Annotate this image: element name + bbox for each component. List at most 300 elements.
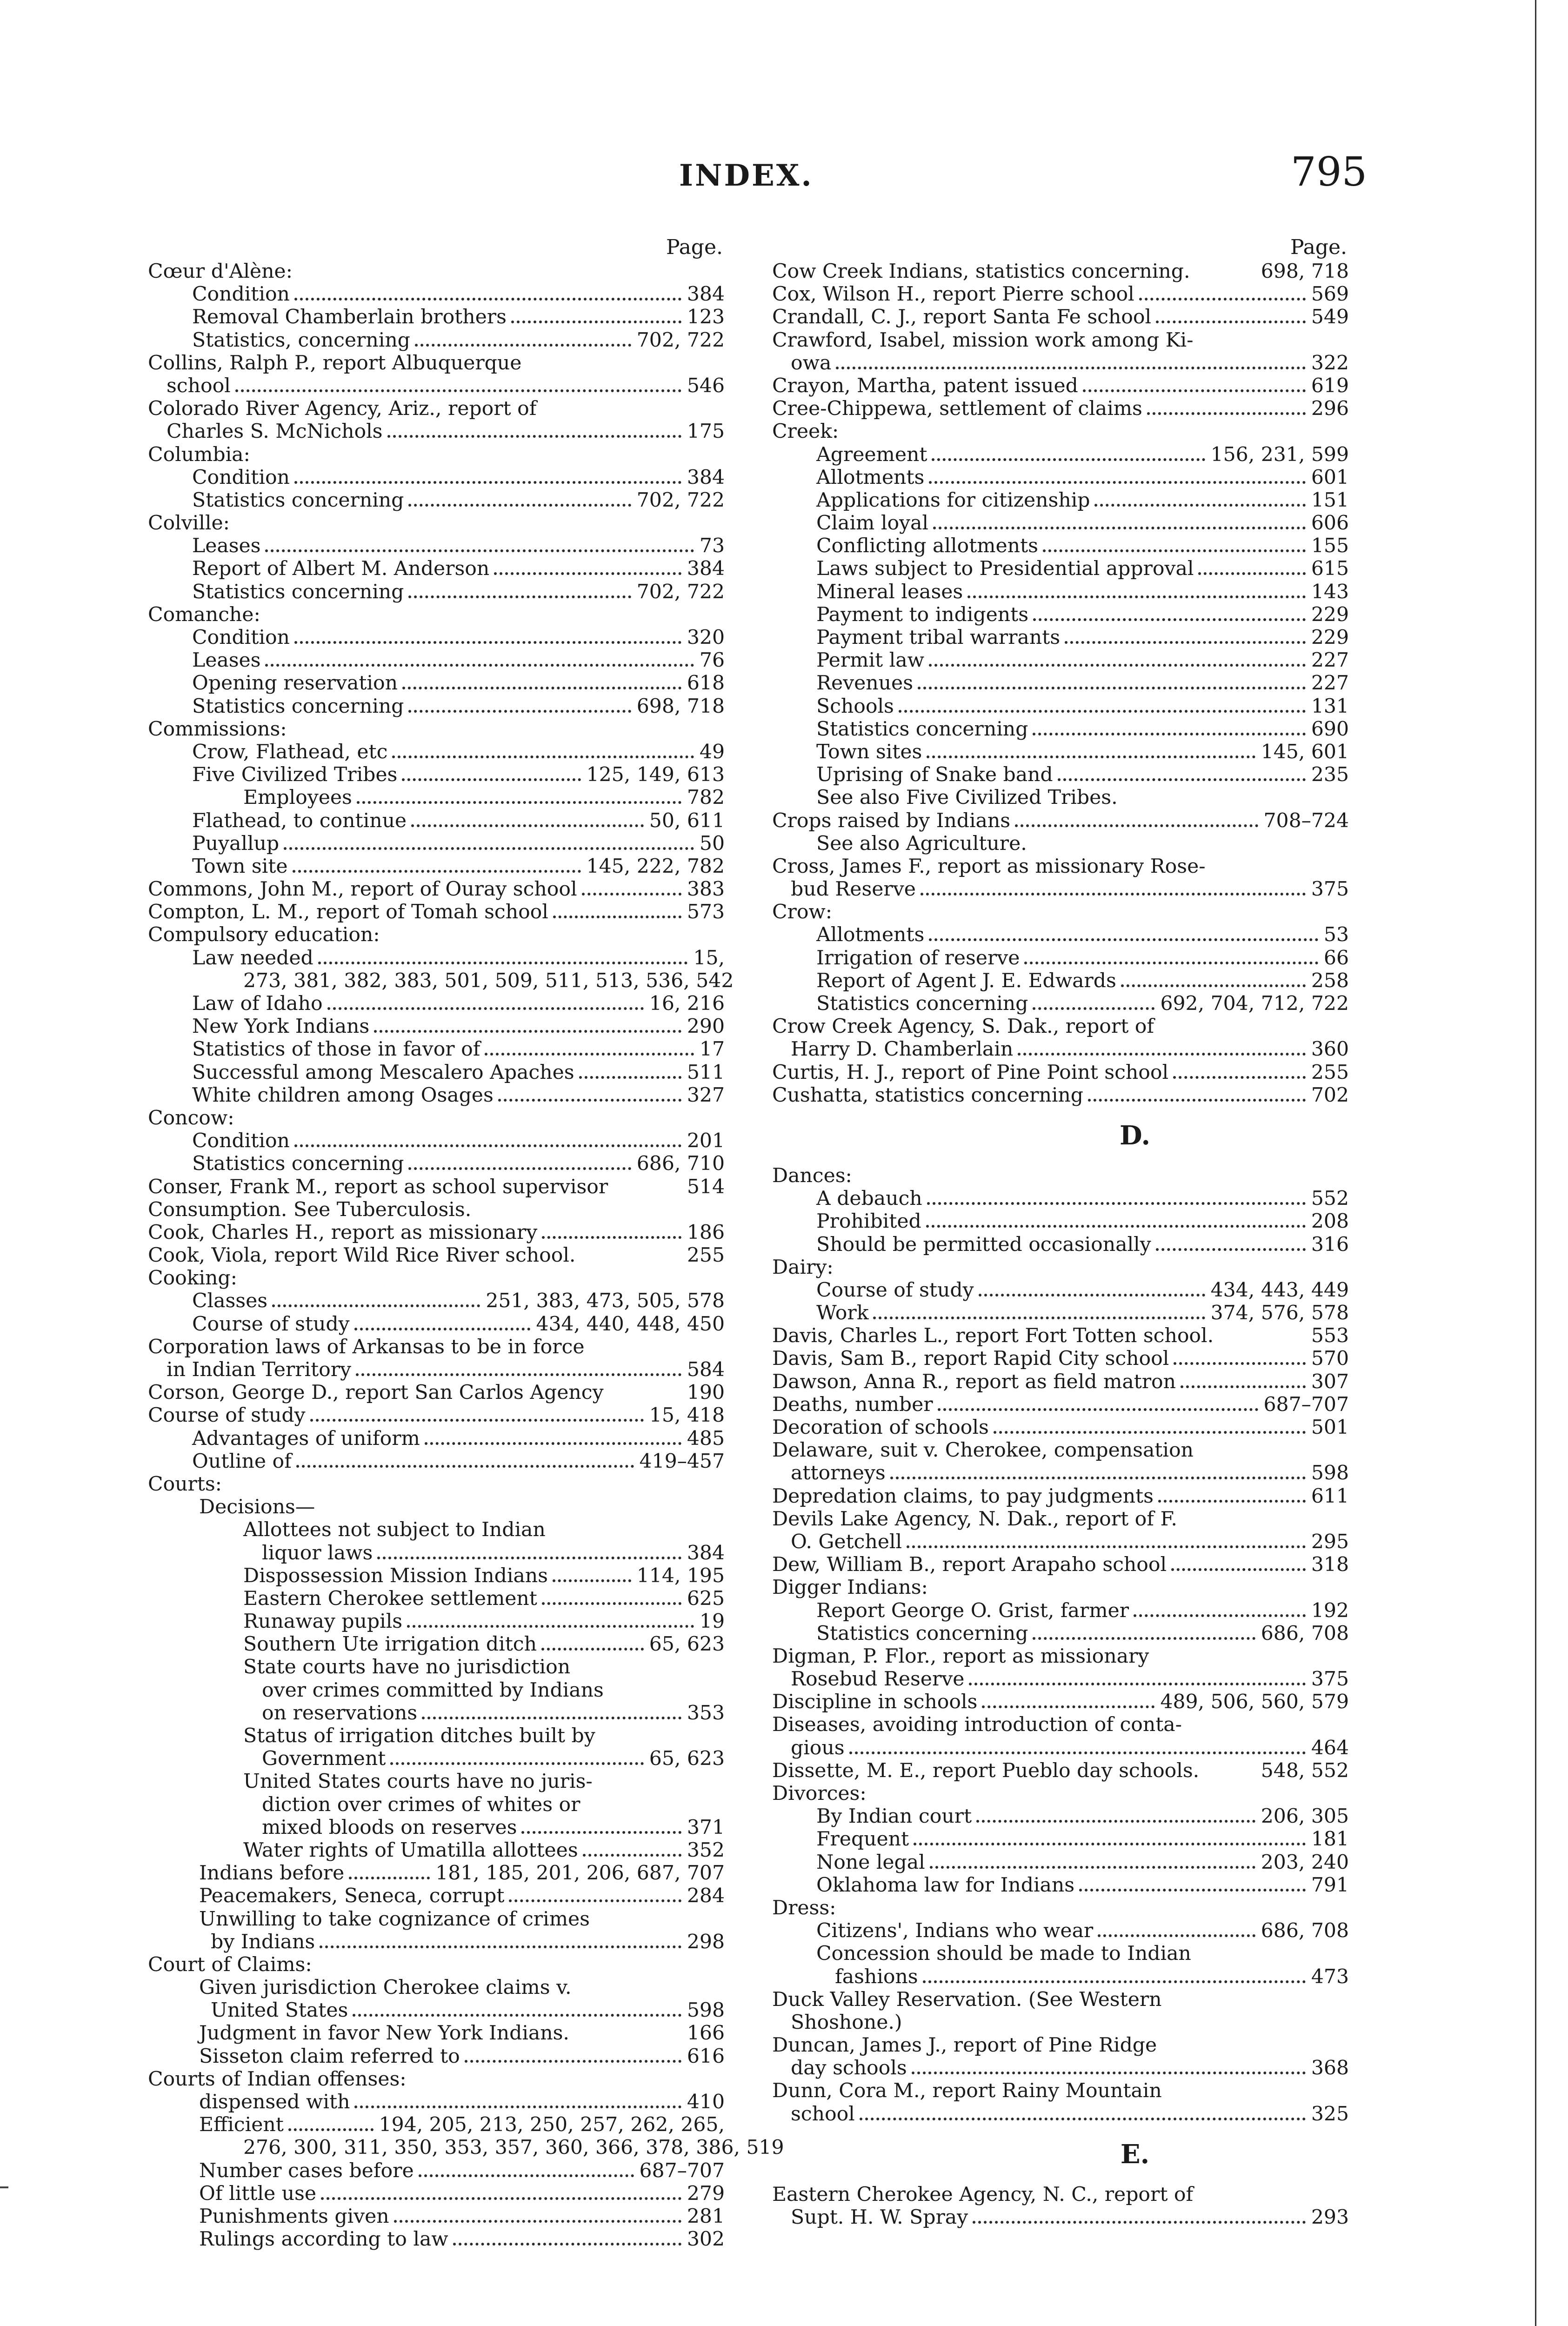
entry-text: Statistics of those in favor of (192, 1038, 480, 1061)
index-entry (148, 1496, 725, 1518)
entry-page-ref: 384 (687, 557, 725, 581)
entry-text: Commons, John M., report of Ouray school (148, 878, 577, 901)
index-entry (772, 626, 1349, 649)
dot-leader (1033, 618, 1306, 621)
index-entry (772, 1393, 1349, 1416)
index-entry (772, 420, 1349, 443)
index-entry (148, 2228, 725, 2251)
section-letter: E. (1120, 2139, 1150, 2170)
entry-text: Sisseton claim referred to (199, 2045, 460, 2068)
entry-text: 273, 381, 382, 383, 501, 509, 511, 513, 536, 542 (243, 969, 734, 992)
index-entry (148, 741, 725, 763)
index-entry (772, 397, 1349, 420)
entry-text: school (167, 374, 231, 397)
entry-page-ref: 295 (1311, 1530, 1349, 1553)
entry-text: Town sites (816, 740, 922, 763)
entry-text: Unwilling to take cognizance of crimes (199, 1907, 590, 1931)
index-entry (148, 718, 725, 741)
index-entry (772, 786, 1349, 809)
index-entry (148, 1656, 725, 1678)
entry-text: Statistics, concerning (192, 328, 410, 352)
dot-leader (907, 1545, 1306, 1548)
entry-text: Indians before (199, 1862, 345, 1885)
entry-page-ref: 698, 718 (636, 695, 725, 718)
entry-text: Work (816, 1302, 869, 1325)
entry-text: Course of study (192, 1312, 350, 1336)
entry-page-ref: 686, 708 (1261, 1919, 1349, 1943)
entry-text: Crandall, C. J., report Santa Fe school (772, 306, 1152, 329)
entry-text: Condition (192, 283, 290, 306)
index-entry (148, 535, 725, 557)
entry-page-ref: 569 (1311, 283, 1349, 306)
entry-page-ref: 151 (1311, 488, 1349, 512)
entry-text: Davis, Sam B., report Rapid City school (772, 1347, 1169, 1370)
entry-page-ref: 284 (687, 1885, 725, 1908)
entry-text: Cox, Wilson H., report Pierre school (772, 283, 1134, 306)
dot-leader (408, 710, 631, 713)
entry-text: Corporation laws of Arkansas to be in force (148, 1335, 585, 1358)
entry-text: Decoration of schools (772, 1416, 989, 1439)
entry-text: Uprising of Snake band (816, 763, 1053, 787)
entry-page-ref: 384 (687, 283, 725, 306)
dot-leader (357, 801, 681, 804)
entry-text: Duck Valley Reservation. (See Western (772, 1988, 1162, 2011)
entry-text: Collins, Ralph P., report Albuquerque (148, 351, 522, 374)
entry-page-ref: 206, 305 (1261, 1805, 1349, 1828)
entry-page-ref: 371 (687, 1816, 725, 1839)
dot-leader (349, 1877, 430, 1879)
entry-text: Dispossession Mission Indians (243, 1564, 548, 1587)
dot-leader (425, 1442, 681, 1445)
dot-leader (354, 2105, 681, 2108)
entry-page-ref: 281 (687, 2205, 725, 2228)
entry-text: Crops raised by Indians (772, 809, 1011, 832)
entry-text: Number cases before (199, 2159, 414, 2182)
dot-leader (938, 1408, 1258, 1411)
index-entry (772, 832, 1349, 855)
entry-page-ref: 19 (699, 1610, 725, 1633)
index-entry (772, 1874, 1349, 1897)
dot-leader (1024, 962, 1318, 964)
entry-text: Courts: (148, 1472, 222, 1496)
index-entry (772, 2011, 1349, 2034)
entry-page-ref: 615 (1311, 557, 1349, 581)
entry-text: Leases (192, 649, 261, 672)
index-entry (772, 603, 1349, 626)
index-entry (148, 329, 725, 352)
index-entry (772, 374, 1349, 397)
dot-leader (1121, 984, 1306, 987)
dot-leader (288, 2128, 374, 2131)
index-entry (148, 1084, 725, 1107)
index-entry (148, 512, 725, 535)
index-entry (772, 489, 1349, 512)
entry-text: Runaway pupils (243, 1610, 403, 1633)
entry-page-ref: 686, 710 (636, 1152, 725, 1176)
entry-text: by Indians (211, 1930, 315, 1953)
entry-text: Cushatta, statistics concerning (772, 1083, 1084, 1107)
entry-page-ref: 229 (1311, 626, 1349, 649)
index-entry (148, 1564, 725, 1587)
entry-page-ref: 598 (687, 1999, 725, 2022)
dot-leader (419, 2174, 634, 2177)
index-entry (772, 352, 1349, 374)
entry-page-ref: 410 (687, 2091, 725, 2113)
index-entry (772, 1851, 1349, 1874)
dot-leader (294, 641, 681, 644)
index-entry (772, 1759, 1349, 1782)
index-entry (148, 947, 725, 969)
dot-leader (1098, 1934, 1255, 1937)
index-entry (148, 1267, 725, 1290)
page-edge (1535, 0, 1536, 2326)
entry-page-ref: 511 (687, 1061, 725, 1084)
entry-page-ref: 16, 216 (649, 992, 725, 1015)
index-entry (148, 1587, 725, 1610)
index-entry (772, 923, 1349, 946)
entry-page-ref: 53 (1323, 923, 1349, 947)
entry-text: Town site (192, 855, 288, 878)
dot-leader (284, 847, 694, 850)
entry-text: State courts have no jurisdiction (243, 1656, 571, 1679)
dot-leader (1181, 1385, 1306, 1388)
dot-leader (1079, 1889, 1306, 1892)
dot-leader (836, 367, 1306, 369)
index-entry (148, 1747, 725, 1770)
entry-page-ref: 114, 195 (636, 1564, 725, 1587)
entry-page-ref: 702, 722 (636, 488, 725, 512)
dot-leader (353, 2014, 681, 2017)
dot-leader (933, 527, 1306, 529)
index-entry (148, 1976, 725, 1999)
index-entry (772, 306, 1349, 328)
dot-leader (926, 1225, 1306, 1228)
entry-page-ref: 318 (1311, 1553, 1349, 1577)
dot-leader (921, 893, 1306, 896)
index-entry (772, 1737, 1349, 1759)
entry-page-ref: 573 (687, 901, 725, 924)
dot-leader (1083, 389, 1306, 392)
right-column (772, 235, 1349, 2229)
dot-leader (294, 298, 681, 301)
page-number: 795 (1291, 149, 1368, 195)
entry-text: Concession should be made to Indian (816, 1942, 1191, 1965)
index-entry (772, 2183, 1349, 2206)
index-entry (772, 695, 1349, 718)
entry-page-ref: 66 (1323, 946, 1349, 969)
dot-leader (327, 1007, 644, 1010)
index-entry (772, 649, 1349, 672)
entry-page-ref: 501 (1311, 1416, 1349, 1439)
entry-text: Crayon, Martha, patent issued (772, 374, 1078, 397)
entry-text: gious (791, 1736, 845, 1759)
entry-text: Allotments (816, 923, 925, 947)
index-entry (148, 1176, 725, 1198)
index-entry (772, 1187, 1349, 1210)
index-entry (148, 1290, 725, 1312)
dot-leader (294, 481, 681, 484)
entry-text: Deaths, number (772, 1393, 933, 1416)
entry-page-ref: 434, 440, 448, 450 (536, 1312, 725, 1336)
index-entry (148, 923, 725, 946)
index-entry (148, 443, 725, 466)
entry-page-ref: 690 (1311, 717, 1349, 741)
entry-text: By Indian court (816, 1805, 972, 1828)
index-entry (148, 581, 725, 603)
entry-text: Digger Indians: (772, 1576, 928, 1599)
entry-text: Agreement (816, 443, 927, 466)
index-entry (772, 1233, 1349, 1256)
index-entry (772, 1038, 1349, 1061)
page-column-label: Page. (666, 235, 723, 259)
index-entry (148, 763, 725, 786)
entry-page-ref: 255 (687, 1244, 725, 1267)
index-entry (148, 352, 725, 374)
entry-text: Conflicting allotments (816, 535, 1038, 558)
index-entry (148, 832, 725, 855)
entry-text: Cooking: (148, 1267, 237, 1290)
entry-text: Rulings according to law (199, 2228, 448, 2251)
entry-page-ref: 50 (699, 832, 725, 855)
dot-leader (402, 778, 580, 781)
dot-leader (392, 755, 694, 758)
entry-text: diction over crimes of whites or (262, 1793, 580, 1816)
index-entry (772, 741, 1349, 763)
entry-page-ref: 190 (687, 1381, 725, 1404)
entry-text: Revenues (816, 672, 914, 695)
index-entry (148, 1152, 725, 1175)
index-entry (148, 260, 725, 283)
entry-page-ref: 50, 611 (649, 809, 725, 832)
index-entry (148, 1313, 725, 1336)
entry-page-ref: 625 (687, 1587, 725, 1610)
entry-page-ref: 227 (1311, 672, 1349, 695)
index-entry (148, 1015, 725, 1038)
entry-page-ref: 15, (693, 946, 725, 969)
index-entry (148, 466, 725, 489)
entry-page-ref: 375 (1311, 1668, 1349, 1691)
entry-text: Compulsory education: (148, 923, 380, 947)
index-entry (148, 1381, 725, 1404)
index-entry (148, 1404, 725, 1427)
entry-page-ref: 181 (1311, 1828, 1349, 1851)
entry-text: Permit law (816, 649, 924, 672)
entry-text: Creek: (772, 420, 839, 443)
entry-page-ref: 186 (687, 1221, 725, 1244)
entry-text: Cree-Chippewa, settlement of claims (772, 397, 1142, 421)
dot-leader (973, 2221, 1306, 2224)
dot-leader (1088, 1099, 1306, 1102)
entry-text: dispensed with (199, 2091, 350, 2113)
index-entry (772, 1370, 1349, 1393)
index-entry (772, 1942, 1349, 1965)
entry-page-ref: 782 (687, 786, 725, 809)
section-letter: D. (1119, 1120, 1151, 1151)
entry-text: Report of Albert M. Anderson (192, 557, 490, 581)
entry-text: Comanche: (148, 603, 260, 626)
entry-page-ref: 702, 722 (636, 328, 725, 352)
dot-leader (873, 1317, 1205, 1319)
entry-text: Depredation claims, to pay judgments (772, 1484, 1154, 1508)
index-entry (772, 1164, 1349, 1187)
index-entry (772, 855, 1349, 878)
index-entry (148, 855, 725, 878)
index-entry (772, 1691, 1349, 1713)
dot-leader (407, 1625, 694, 1628)
entry-text: Flathead, to continue (192, 809, 407, 832)
index-entry (772, 260, 1349, 283)
entry-text: Cook, Viola, report Wild Rice River school. (148, 1244, 576, 1267)
entry-page-ref: 327 (687, 1083, 725, 1107)
entry-page-ref: 548, 552 (1261, 1759, 1349, 1782)
dot-leader (485, 1053, 694, 1056)
index-entry (772, 1485, 1349, 1508)
dot-leader (1173, 1076, 1306, 1079)
page-title: INDEX. (679, 158, 814, 193)
entry-text: Irrigation of reserve (816, 946, 1020, 969)
index-entry (148, 1450, 725, 1473)
index-entry (148, 1198, 725, 1221)
entry-page-ref: 166 (687, 2022, 725, 2045)
dot-leader (465, 2060, 681, 2063)
entry-page-ref: 584 (687, 1358, 725, 1381)
dot-leader (408, 504, 631, 507)
entry-text: Charles S. McNichols (167, 420, 383, 443)
dot-leader (930, 1866, 1255, 1869)
entry-page-ref: 686, 708 (1261, 1622, 1349, 1645)
entry-page-ref: 352 (687, 1838, 725, 1862)
entry-text: Conser, Frank M., report as school supervisor (148, 1175, 608, 1198)
dot-leader (890, 1477, 1306, 1479)
index-entry (148, 1358, 725, 1381)
index-entry (772, 535, 1349, 557)
dot-leader (354, 1328, 531, 1330)
index-entry (772, 1828, 1349, 1851)
entry-page-ref: 375 (1311, 878, 1349, 901)
entry-text: Mineral leases (816, 580, 963, 603)
dot-leader (377, 1557, 681, 1559)
index-entry (772, 992, 1349, 1015)
entry-page-ref: 485 (687, 1427, 725, 1450)
entry-text: fashions (835, 1965, 918, 1988)
entry-text: Oklahoma law for Indians (816, 1873, 1075, 1897)
entry-text: Curtis, H. J., report of Pine Point school (772, 1061, 1169, 1084)
dot-leader (265, 549, 694, 552)
dot-leader (542, 1236, 681, 1239)
index-entry (772, 672, 1349, 695)
dot-leader (1015, 824, 1258, 827)
entry-text: New York Indians (192, 1015, 370, 1038)
entry-text: Allottees not subject to Indian (243, 1518, 546, 1542)
entry-page-ref: 145, 222, 782 (586, 855, 725, 878)
entry-page-ref: 131 (1311, 695, 1349, 718)
entry-text: Efficient (199, 2113, 284, 2137)
entry-page-ref: 570 (1311, 1347, 1349, 1370)
index-entry (772, 1324, 1349, 1347)
entry-page-ref: 251, 383, 473, 505, 578 (486, 1290, 725, 1313)
dot-leader (293, 870, 581, 873)
dot-leader (1134, 1614, 1306, 1617)
index-entry (148, 1244, 725, 1267)
index-entry (148, 2045, 725, 2068)
dot-leader (1033, 1007, 1154, 1010)
entry-page-ref: 279 (687, 2182, 725, 2205)
index-entry (772, 466, 1349, 489)
index-entry (772, 2079, 1349, 2102)
entry-page-ref: 598 (1311, 1462, 1349, 1485)
entry-page-ref: 687–707 (639, 2159, 725, 2182)
entry-text: Law of Idaho (192, 992, 323, 1015)
entry-text: Divorces: (772, 1782, 867, 1805)
entry-text: Leases (192, 535, 261, 558)
entry-text: Consumption. See Tuberculosis. (148, 1198, 472, 1221)
entry-text: mixed bloods on reserves (262, 1816, 517, 1839)
index-entry (148, 672, 725, 695)
entry-page-ref: 307 (1311, 1370, 1349, 1393)
entry-page-ref: 235 (1311, 763, 1349, 787)
dot-leader (927, 755, 1255, 758)
entry-page-ref: 290 (687, 1015, 725, 1038)
entry-page-ref: 143 (1311, 580, 1349, 603)
index-entry (148, 626, 725, 649)
entry-text: Delaware, suit v. Cherokee, compensation (772, 1439, 1194, 1462)
index-entry (772, 1622, 1349, 1645)
index-entry (148, 878, 725, 901)
entry-page-ref: 618 (687, 672, 725, 695)
entry-page-ref: 619 (1311, 374, 1349, 397)
dot-leader (583, 1854, 681, 1857)
index-entry (148, 603, 725, 626)
index-entry (772, 1015, 1349, 1038)
index-entry (772, 329, 1349, 352)
entry-text: Frequent (816, 1828, 909, 1851)
entry-page-ref: 552 (1311, 1187, 1349, 1210)
entry-page-ref: 368 (1311, 2057, 1349, 2080)
entry-page-ref: 616 (687, 2045, 725, 2068)
dot-leader (929, 481, 1306, 484)
index-entry (148, 1038, 725, 1061)
dot-leader (296, 1465, 634, 1468)
index-entry (772, 1576, 1349, 1599)
entry-page-ref: 464 (1311, 1736, 1349, 1759)
dot-leader (1171, 1568, 1306, 1571)
entry-page-ref: 201 (687, 1130, 725, 1153)
entry-text: Outline of (192, 1450, 292, 1473)
entry-text: Courts of Indian offenses: (148, 2067, 407, 2091)
entry-text: Rosebud Reserve (791, 1668, 965, 1691)
entry-text: Crow Creek Agency, S. Dak., report of (772, 1015, 1154, 1038)
entry-page-ref: 258 (1311, 969, 1349, 992)
entry-text: Status of irrigation ditches built by (243, 1724, 595, 1747)
index-entry (772, 1645, 1349, 1668)
entry-text: Discipline in schools (772, 1691, 978, 1714)
entry-text: United States (211, 1999, 348, 2022)
dot-leader (929, 664, 1306, 667)
index-entry (772, 1668, 1349, 1691)
entry-page-ref: 175 (687, 420, 725, 443)
entry-text: Given jurisdiction Cherokee claims v. (199, 1976, 572, 1999)
dot-leader (979, 1294, 1205, 1297)
entry-text: Law needed (192, 946, 314, 969)
dot-leader (374, 1030, 681, 1033)
entry-page-ref: 692, 704, 712, 722 (1160, 992, 1349, 1015)
entry-page-ref: 181, 185, 201, 206, 687, 707 (435, 1862, 725, 1885)
entry-page-ref: 155 (1311, 535, 1349, 558)
entry-text: None legal (816, 1851, 925, 1874)
entry-text: Condition (192, 626, 290, 649)
index-entry (772, 1919, 1349, 1942)
entry-text: school (791, 2102, 855, 2125)
